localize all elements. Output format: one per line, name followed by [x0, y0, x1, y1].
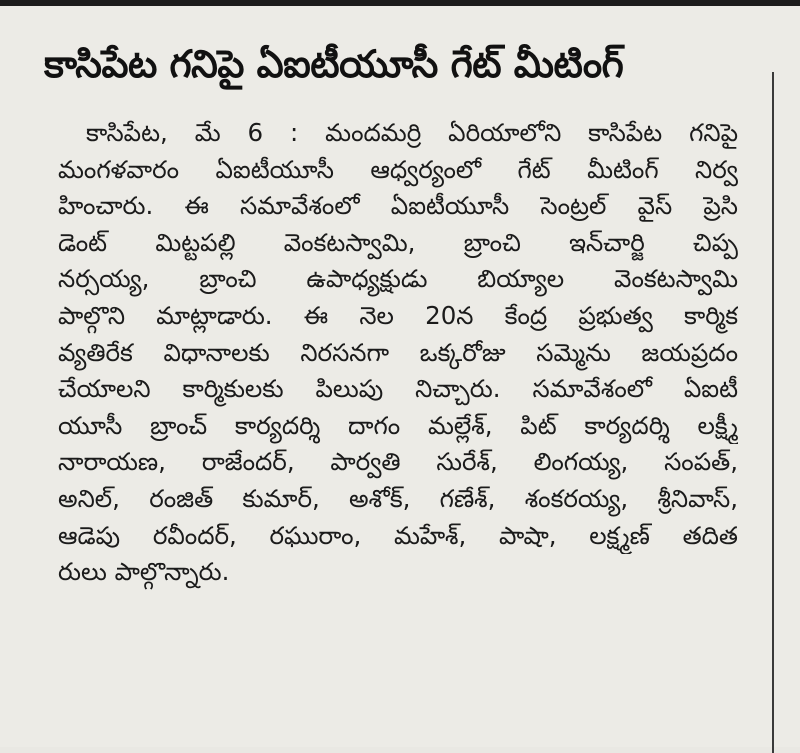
article-line: అనిల్‌, రంజిత్‌ కుమార్‌, అశోక్‌, గణేశ్‌, శంకరయ్య, శ్రీనివాస్‌,	[58, 483, 738, 513]
article-line: నర్సయ్య, బ్రాంచి ఉపాధ్యక్షుడు బియ్యాల వెంకటస్వామి	[58, 264, 738, 294]
article-line: హించారు. ఈ సమావేశంలో ఏఐటీయూసీ సెంట్రల్‌ వైస్‌ ప్రెసి	[58, 191, 738, 221]
article-line: రులు పాల్గొన్నారు.	[58, 557, 230, 587]
article-line: వ్యతిరేక విధానాలకు నిరసనగా ఒక్కరోజు సమ్మెను జయప్రదం	[58, 337, 738, 367]
column-divider	[772, 72, 774, 753]
article-line: యూసీ బ్రాంచ్‌ కార్యదర్శి దాగం మల్లేశ్‌, పిట్‌ కార్యదర్శి లక్ష్మీ	[58, 410, 738, 440]
article-line: ఆడెపు రవీందర్‌, రఘురాం, మహేశ్‌, పాషా, లక్ష్మణ్‌ తదిత	[58, 520, 738, 550]
article-headline: కాసిపేట గనిపై ఏఐటీయూసీ గేట్‌ మీటింగ్‌	[44, 42, 624, 86]
article-line: నారాయణ, రాజేందర్‌, పార్వతి సురేశ్‌, లింగయ్య, సంపత్‌,	[58, 447, 738, 477]
next-article-headline-cropped	[120, 728, 680, 747]
article-body	[58, 115, 738, 591]
article-line: చేయాలని కార్మికులకు పిలుపు నిచ్చారు. సమావేశంలో ఏఐటీ	[58, 374, 738, 404]
article-line: మంగళవారం ఏఐటీయూసీ ఆధ్వర్యంలో గేట్‌ మీటింగ్‌ నిర్వ	[58, 154, 738, 184]
article-line: డెంట్‌ మిట్టపల్లి వెంకటస్వామి, బ్రాంచి ఇన్‌చార్జి చిప్ప	[58, 227, 738, 257]
article-line: పాల్గొని మాట్లాడారు. ఈ నెల 20న కేంద్ర ప్రభుత్వ కార్మిక	[58, 300, 738, 330]
article-line: కాసిపేట, మే 6 : మందమర్రి ఏరియాలోని కాసిపేట గనిపై	[86, 118, 738, 147]
